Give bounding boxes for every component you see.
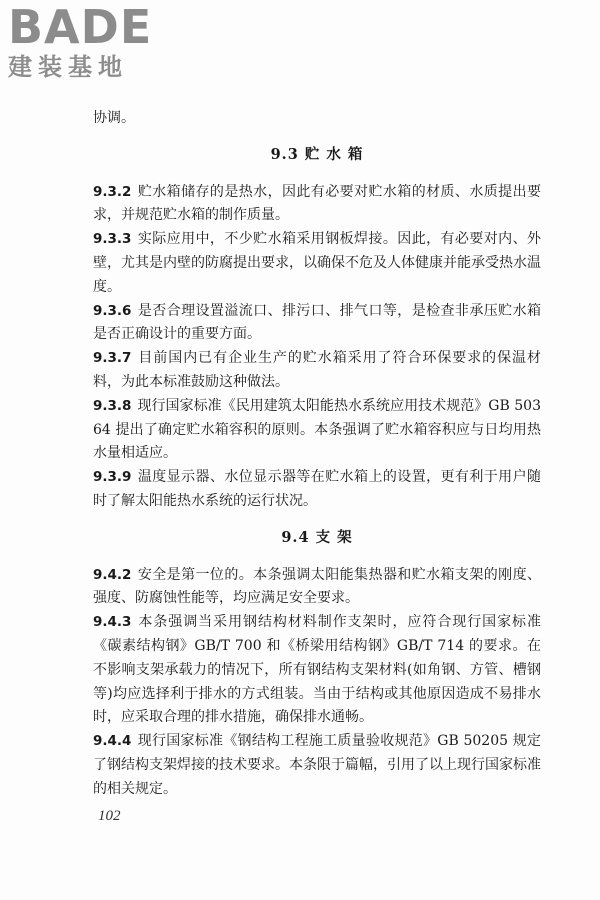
clause-9-4-4: [93, 730, 541, 801]
clause-number: 9.3.2: [93, 183, 132, 200]
clause-9-3-3: [93, 228, 541, 299]
clause-number: 9.3.7: [93, 350, 132, 367]
clause-text: 现行国家标准《民用建筑太阳能热水系统应用技术规范》GB 50364 提出了确定贮水箱容积的原则。本条强调了贮水箱容积应与日均用热水量相适应。: [93, 397, 541, 462]
clause-text: 现行国家标准《钢结构工程施工质量验收规范》GB 50205 规定了钢结构支架焊接的技术要求。本条限于篇幅，引用了以上现行国家标准的相关规定。: [93, 733, 541, 797]
clause-text: 安全是第一位的。本条强调太阳能集热器和贮水箱支架的刚度、强度、防腐蚀性能等，均应满足安全要求。: [93, 566, 541, 607]
clause-text: 温度显示器、水位显示器等在贮水箱上的设置，更有利于用户随时了解太阳能热水系统的运行状况。: [93, 469, 541, 509]
clause-9-3-8: [93, 395, 541, 466]
clause-text: 贮水箱储存的是热水，因此有必要对贮水箱的材质、水质提出要求，并规范贮水箱的制作质量。: [93, 183, 541, 224]
clause-number: 9.4.2: [93, 566, 132, 583]
clause-number: 9.4.4: [93, 733, 132, 750]
section-title-9-3: 9.3 贮 水 箱: [270, 145, 364, 163]
logo-subtitle: 建装基地: [8, 53, 128, 81]
clause-9-3-7: [93, 347, 541, 395]
clause-text: 目前国内已有企业生产的贮水箱采用了符合环保要求的保温材料，为此本标准鼓励这种做法。: [93, 350, 541, 390]
clause-number: 9.3.9: [93, 469, 132, 486]
clause-number: 9.3.6: [93, 302, 132, 319]
clause-9-3-6: [93, 300, 541, 348]
page-number: 102: [98, 808, 121, 824]
clause-text: 实际应用中，不少贮水箱采用钢板焊接。因此，有必要对内、外壁，尤其是内壁的防腐提出要求，以确保不危及人体健康并能承受热水温度。: [93, 231, 541, 295]
clause-text: 本条强调当采用钢结构材料制作支架时，应符合现行国家标准《碳素结构钢》GB/T 700 和《桥梁用结构钢》GB/T 714 的要求。在不影响支架承载力的情况下，所有钢结构支架材料(如角钢、方管、槽钢等)均应选择利于排水的方式组装。当由于结构或其他原因造成不易排水时，应采取合理的排水措施，确保排水通畅。: [93, 614, 541, 726]
clause-text: 是否合理设置溢流口、排污口、排气口等，是检查非承压贮水箱是否正确设计的重要方面。: [93, 302, 541, 343]
clause-number: 9.3.3: [93, 231, 132, 248]
clause-9-4-2: [93, 564, 541, 612]
clause-number: 9.3.8: [93, 397, 132, 414]
clause-9-4-3: [93, 611, 541, 730]
section-title-9-4: 9.4 支 架: [281, 528, 353, 546]
clause-9-3-9: [93, 466, 541, 514]
clause-9-3-2: [93, 181, 541, 229]
logo-mark: BADE: [8, 0, 153, 54]
continuation-text: 协调。: [93, 110, 135, 126]
watermark-logo: [8, 0, 178, 86]
clause-number: 9.4.3: [93, 614, 132, 631]
document-body: [93, 107, 541, 802]
